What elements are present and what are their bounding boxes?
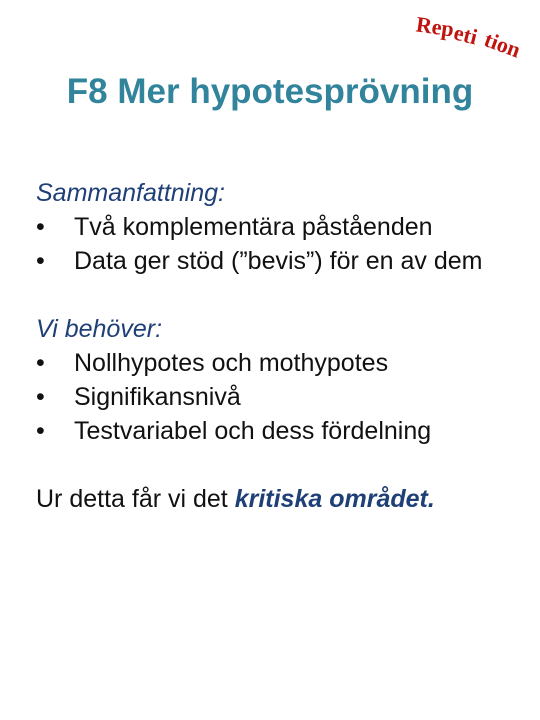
summary-item-text: Data ger stöd (”bevis”) för en av dem bbox=[74, 247, 483, 275]
repetition-stamp: Rep eti tion bbox=[414, 11, 525, 63]
list-item bbox=[36, 380, 516, 414]
bullet-icon: • bbox=[36, 213, 45, 241]
spacer bbox=[36, 278, 516, 312]
bullet-icon: • bbox=[36, 417, 45, 445]
needs-heading: Vi behöver: bbox=[36, 315, 163, 343]
list-item bbox=[36, 414, 516, 448]
list-item bbox=[36, 244, 516, 278]
spacer bbox=[36, 448, 516, 482]
page-title: F8 Mer hypotesprövning bbox=[66, 72, 474, 111]
bullet-icon: • bbox=[36, 383, 45, 411]
summary-heading: Sammanfattning: bbox=[36, 179, 225, 207]
summary-item-text: Två komplementära påståenden bbox=[74, 213, 433, 241]
list-item bbox=[36, 210, 516, 244]
bullet-icon: • bbox=[36, 349, 45, 377]
needs-item-text: Testvariabel och dess fördelning bbox=[74, 417, 432, 445]
summary-list bbox=[36, 210, 516, 278]
needs-item-text: Nollhypotes och mothypotes bbox=[74, 349, 389, 377]
conclusion-prefix: Ur detta får vi det bbox=[36, 485, 235, 513]
list-item bbox=[36, 346, 516, 380]
conclusion-text bbox=[36, 482, 516, 516]
needs-item-text: Signifikansnivå bbox=[74, 383, 241, 411]
bullet-icon: • bbox=[36, 247, 45, 275]
needs-list bbox=[36, 346, 516, 448]
slide-body bbox=[36, 176, 516, 516]
conclusion-emphasis: kritiska området. bbox=[234, 485, 435, 513]
